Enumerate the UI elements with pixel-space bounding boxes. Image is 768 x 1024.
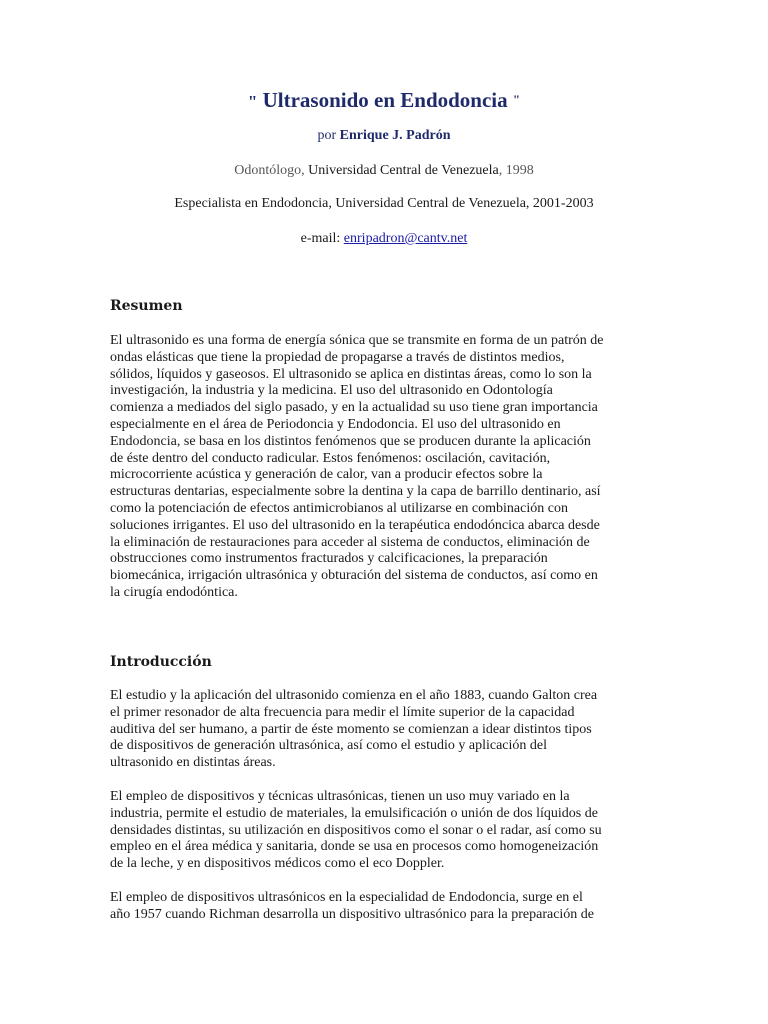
text-line: biomecánica, irrigación ultrasónica y obturación del sistema de conductos, así como en	[110, 568, 598, 584]
text-line: El estudio y la aplicación del ultrasonido comienza en el año 1883, cuando Galton crea	[110, 688, 598, 703]
resumen-paragraph	[110, 333, 658, 602]
text-line: densidades distintas, su utilización en dispositivos como el sonar o el radar, así como su	[110, 822, 602, 838]
text-line: de éste dentro del conducto radicular. Estos fenómenos: oscilación, cavitación,	[110, 450, 551, 466]
text-line: de dispositivos de generación ultrasónica, así como el estudio y aplicación del	[110, 738, 547, 754]
text-line: El empleo de dispositivos y técnicas ultrasónicas, tienen un uso muy variado en la	[110, 789, 570, 804]
text-line: la eliminación de restauraciones para acceder al sistema de conductos, eliminación de	[110, 534, 590, 550]
text-line: Endodoncia, se basa en los distintos fenómenos que se producen durante la aplicación	[110, 433, 591, 449]
text-line: El empleo de dispositivos ultrasónicos en la especialidad de Endodoncia, surge en el	[110, 890, 583, 905]
text-line: de la leche, y en dispositivos médicos como el eco Doppler.	[110, 856, 445, 872]
introduccion-paragraph-1	[110, 688, 658, 772]
text-line: El ultrasonido es una forma de energía sónica que se transmite en forma de un patrón de	[110, 333, 604, 348]
by-label: por	[317, 128, 337, 143]
text-line: microcorriente acústica y generación de calor, van a producir efectos sobre la	[110, 467, 543, 483]
email-line	[0, 230, 768, 248]
text-line: ultrasonido en distintas áreas.	[110, 755, 276, 771]
text-line: empleo en el área médica y sanitaria, donde se usa en procesos como homogeneización	[110, 839, 599, 855]
text-line: soluciones irrigantes. El uso del ultrasonido en la terapéutica endodóncica abarca desde	[110, 517, 600, 533]
section-heading-resumen: Resumen	[110, 298, 183, 314]
affiliation-profession: Odontólogo,	[234, 163, 305, 178]
text-line: obstrucciones como instrumentos fracturados y calcificaciones, la preparación	[110, 551, 548, 567]
text-line: investigación, la industria y la medicina. El uso del ultrasonido en Odontología	[110, 383, 553, 399]
text-line: ondas elásticas que tiene la propiedad de propagarse a través de distintos medios,	[110, 349, 565, 365]
text-line: el primer resonador de alta frecuencia para medir el límite superior de la capacidad	[110, 704, 575, 720]
introduccion-paragraph-3	[110, 890, 658, 924]
text-line: comienza a mediados del siglo pasado, y en la actualidad su uso tiene gran importancia	[110, 400, 598, 416]
email-link[interactable]: enripadron@cantv.net	[343, 231, 468, 246]
title-text: Ultrasonido en Endodoncia	[262, 88, 508, 112]
email-label: e-mail:	[300, 231, 341, 246]
text-line: año 1957 cuando Richman desarrolla un dispositivo ultrasónico para la preparación de	[110, 906, 595, 922]
author-name: Enrique J. Padrón	[339, 128, 451, 143]
introduccion-paragraph-2	[110, 789, 658, 873]
byline	[0, 127, 768, 145]
text-line: sólidos, líquidos y gaseosos. El ultrasonido se aplica en distintas áreas, como lo son la	[110, 366, 592, 382]
section-heading-introduccion: Introducción	[110, 654, 212, 670]
affiliation-line	[0, 162, 768, 180]
text-line: especialmente en el área de Periodoncia y Endodoncia. El uso del ultrasonido en	[110, 416, 561, 432]
text-line: estructuras dentarias, especialmente sobre la dentina y la capa de barrillo dentinario, así	[110, 484, 601, 500]
text-line: auditiva del ser humano, a partir de éste momento se comienzan a idear distintos tipos	[110, 721, 592, 737]
specialty-line: Especialista en Endodoncia, Universidad Central de Venezuela, 2001-2003	[174, 196, 594, 211]
title-quote-open: "	[247, 92, 258, 111]
affiliation-school: Universidad Central de Venezuela	[308, 163, 499, 178]
text-line: como la potenciación de efectos antimicrobianos al utilizarse en combinación con	[110, 500, 568, 516]
affiliation-year: , 1998	[498, 163, 534, 178]
text-line: industria, permite el estudio de materiales, la emulsificación o unión de dos líquidos de	[110, 805, 598, 821]
title-quote-close: "	[512, 92, 521, 107]
text-line: la cirugía endodóntica.	[110, 584, 238, 600]
document-title	[0, 86, 768, 116]
